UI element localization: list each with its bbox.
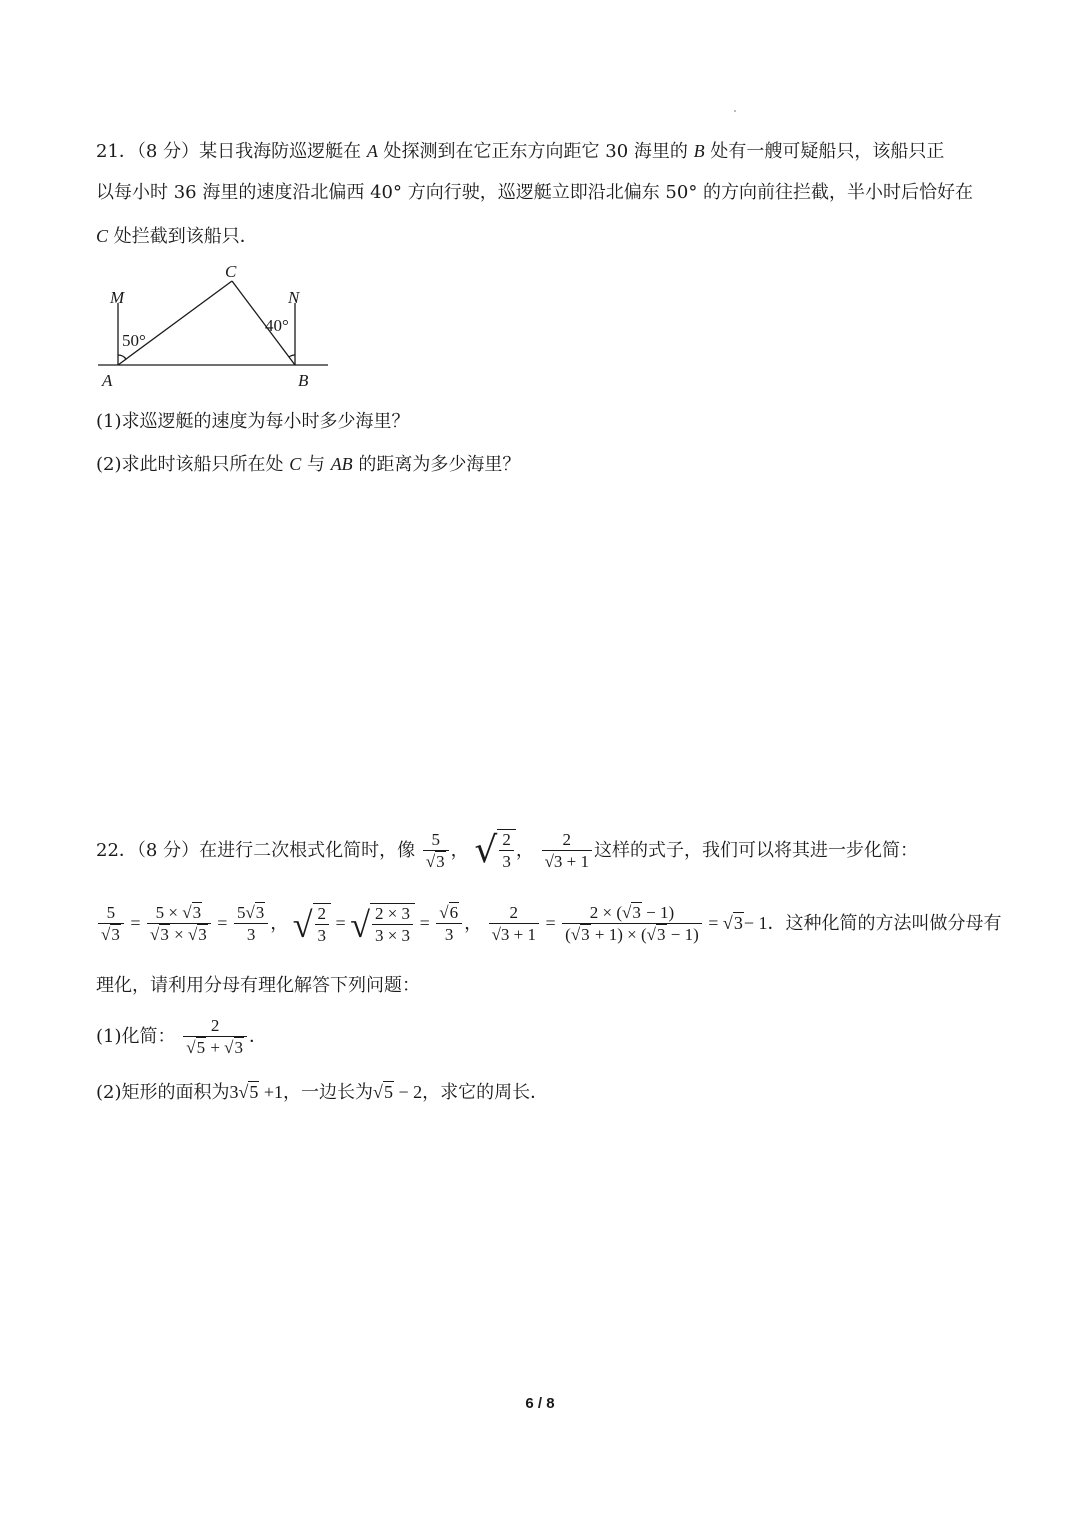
q21-sub1: (1)求巡逻艇的速度为每小时多少海里？ — [96, 411, 410, 432]
q22-number: 22．（8 分） — [96, 840, 200, 861]
s3-mid: $\frac{2 \times (√3 - 1)}{(√3 + 1) \times (√3 - 1)}$ — [562, 903, 702, 946]
q22-line-3: 理化，请利用分母有理化解答下列问题： — [96, 975, 420, 996]
angle-a-label: 50° — [122, 331, 146, 350]
q21-number: 21．（8 分） — [96, 141, 200, 162]
s2-mid: √ $\frac{2 \times 3}{3 \times 3}$ — [350, 903, 415, 947]
q21-line-2: 以每小时 36 海里的速度沿北偏西 40° 方向行驶，巡逻艇立即沿北偏东 50° 的方向前往拦截，半小时后恰好在 — [96, 182, 974, 203]
q22-line-1: 22．（8 分）在进行二次根式化简时，像 $\frac{5}{√3}$ ， √ $\frac{2}{3}$ ， $\frac{2}{√3 + 1}$ 这样的式子，我们可以将其进一步化简： — [96, 829, 919, 871]
page-number: 6 / 8 — [525, 1395, 555, 1412]
q21-line-3: C 处拦截到该船只． — [96, 226, 258, 247]
q21-figure — [90, 255, 340, 395]
angle-a-arc — [118, 355, 126, 359]
label-m: M — [110, 288, 125, 307]
s3-lhs: $\frac{2}{√3 + 1}$ — [489, 903, 539, 946]
sub1-fraction: $\frac{2}{√5 + √3}$ — [183, 1016, 247, 1059]
speck — [734, 110, 736, 112]
ac-segment — [118, 281, 232, 365]
q22-line-2: $\frac{5}{√3}$ = $\frac{5 \times √3}{√3 \times √3}$ = $\frac{5√3}{3}$ ， √ $\frac{2}{3}$ = √ $\frac{2 \times 3}{3 \times 3}$ = $\frac{√6}{3}$ ， $\frac{2}{√3 + 1}$ = $\frac{2 \times (√3 - 1)}{(√3 + 1) \times (√3 - 1)}$ = √3− 1．这种化简的方法叫做分母有 — [96, 896, 1001, 951]
example-frac-3: $\frac{2}{√3 + 1}$ — [542, 830, 592, 873]
s2-lhs: √ $\frac{2}{3}$ — [293, 903, 331, 947]
q22-sub2: (2)矩形的面积为3√5 +1，一边长为√5 − 2，求它的周长． — [96, 1082, 549, 1103]
label-a: A — [102, 371, 113, 390]
s1-mid: $\frac{5 \times √3}{√3 \times √3}$ — [147, 903, 211, 946]
q21-line-1: 21．（8 分）某日我海防巡逻艇在 A 处探测到在它正东方向距它 30 海里的 B 处有一艘可疑船只，该船只正 — [96, 141, 945, 162]
angle-b-label: 40° — [265, 316, 289, 335]
q21-sub2: (2)求此时该船只所在处 C 与 AB 的距离为多少海里？ — [96, 454, 521, 475]
angle-b-arc — [289, 355, 295, 357]
example-frac-1: $\frac{5}{√3}$ — [423, 830, 449, 873]
s1-lhs: $\frac{5}{√3}$ — [98, 903, 124, 946]
label-b: B — [298, 371, 309, 390]
s1-rhs: $\frac{5√3}{3}$ — [234, 903, 268, 946]
example-sqrt-frac-2: √ $\frac{2}{3}$ — [474, 829, 515, 873]
q22-sub1: (1)化简： $\frac{2}{√5 + √3}$ ． — [96, 1015, 268, 1057]
label-n: N — [288, 288, 300, 307]
s2-rhs: $\frac{√6}{3}$ — [436, 903, 462, 946]
label-c: C — [225, 262, 237, 281]
